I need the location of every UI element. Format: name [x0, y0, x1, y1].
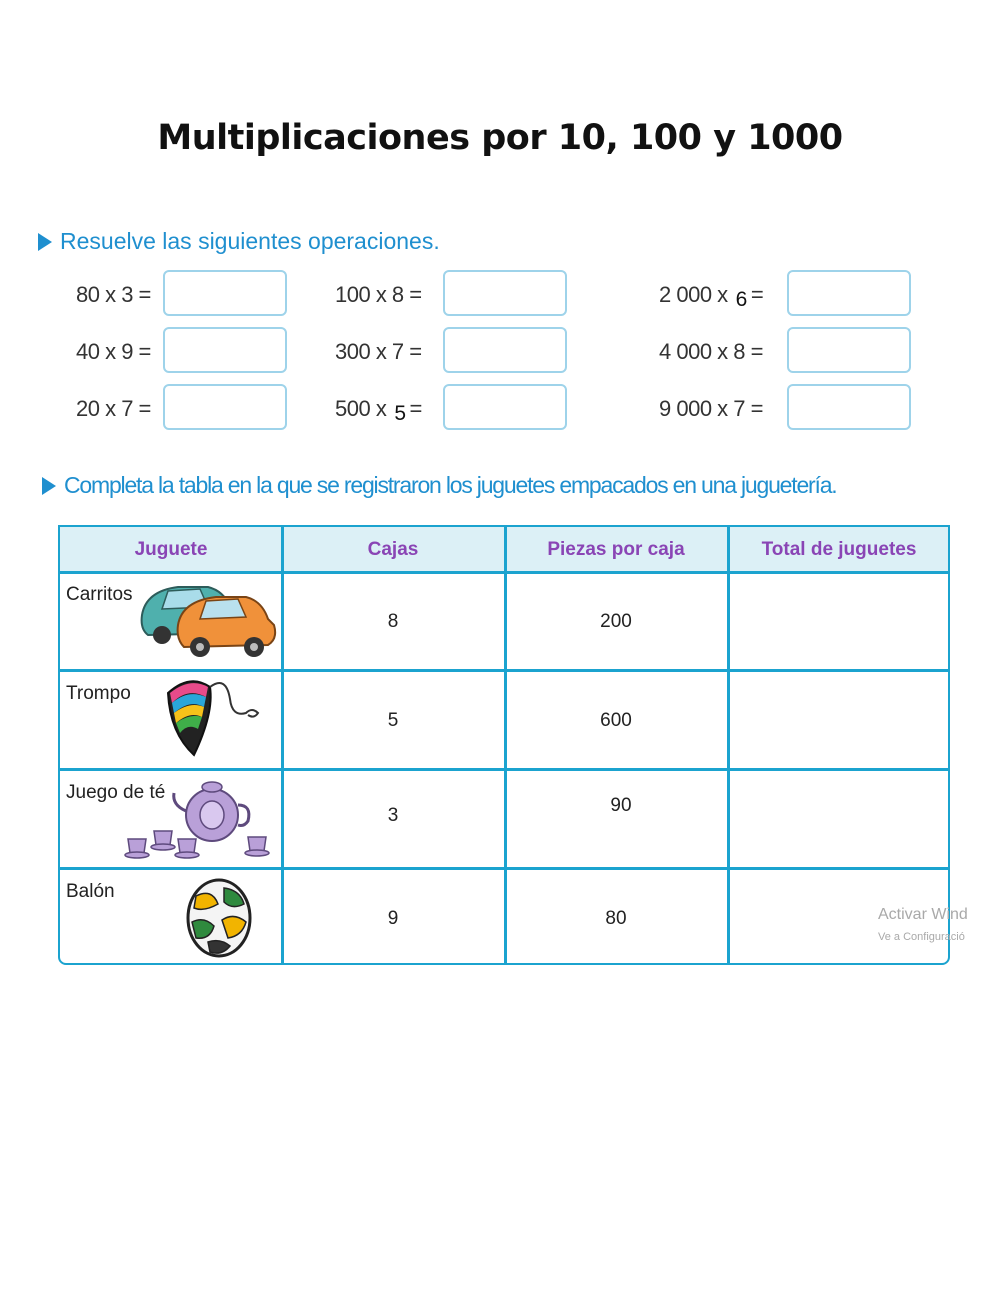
instruction-operations-text: Resuelve las siguientes operaciones. [60, 228, 440, 254]
answer-input[interactable] [443, 384, 567, 430]
operation-equals: = [409, 396, 422, 421]
watermark-line1: Activar Wind [878, 906, 968, 923]
operation-equals: = [750, 282, 764, 307]
toys-table [58, 525, 968, 965]
watermark-line2: Ve a Configuració [878, 931, 965, 943]
row-name-balon: Balón [66, 881, 115, 902]
play-triangle-icon [38, 233, 52, 251]
header-total: Total de juguetes [761, 539, 917, 560]
header-juguete: Juguete [134, 539, 208, 560]
cell-piezas: 90 [610, 795, 632, 816]
row-divider [60, 768, 948, 771]
instruction-table-text: Completa la tabla en la que se registraron los juguetes empacados en una juguetería. [64, 472, 837, 498]
column-divider [727, 527, 730, 963]
cell-piezas: 600 [600, 710, 632, 731]
row-name-juego-de-te: Juego de té [66, 782, 166, 803]
answer-input[interactable] [163, 270, 287, 316]
operation-label: 20 x 7 = [76, 396, 151, 421]
carritos-illustration [138, 577, 278, 663]
row-divider [60, 669, 948, 672]
answer-input[interactable] [163, 384, 287, 430]
juego-de-te-illustration [122, 775, 278, 863]
handwritten-number: 5 [394, 402, 406, 425]
answer-input[interactable] [787, 384, 911, 430]
operation-label: 100 x 8 = [335, 282, 422, 307]
play-triangle-icon [42, 477, 56, 495]
cell-cajas: 5 [387, 710, 399, 731]
answer-input[interactable] [443, 327, 567, 373]
balon-illustration [184, 876, 254, 960]
instruction-table [42, 472, 836, 499]
operation-label: 4 000 x 8 = [659, 339, 763, 364]
operation-left: 500 x [335, 396, 387, 421]
cell-cajas: 8 [387, 611, 399, 632]
operation-label: 300 x 7 = [335, 339, 422, 364]
operation-label: 40 x 9 = [76, 339, 151, 364]
row-name-carritos: Carritos [66, 584, 133, 605]
row-divider [60, 867, 948, 870]
answer-input[interactable] [163, 327, 287, 373]
column-divider [281, 527, 284, 963]
operation-label: 9 000 x 7 = [659, 396, 763, 421]
answer-input[interactable] [787, 327, 911, 373]
operation-left: 2 000 x [659, 282, 728, 307]
answer-input[interactable] [443, 270, 567, 316]
operation-label [659, 282, 764, 311]
handwritten-number: 6 [735, 288, 747, 311]
header-cajas: Cajas [367, 539, 419, 560]
trompo-illustration [160, 673, 270, 759]
header-piezas: Piezas por caja [547, 539, 685, 560]
cell-cajas: 3 [387, 805, 399, 826]
row-name-trompo: Trompo [66, 683, 131, 704]
cell-cajas: 9 [387, 908, 399, 929]
operation-label [335, 396, 422, 425]
instruction-operations [38, 228, 440, 255]
column-divider [504, 527, 507, 963]
operation-label: 80 x 3 = [76, 282, 151, 307]
page-title: Multiplicaciones por 10, 100 y 1000 [157, 118, 843, 158]
cell-piezas: 200 [600, 611, 632, 632]
cell-piezas: 80 [605, 908, 627, 929]
answer-input[interactable] [787, 270, 911, 316]
